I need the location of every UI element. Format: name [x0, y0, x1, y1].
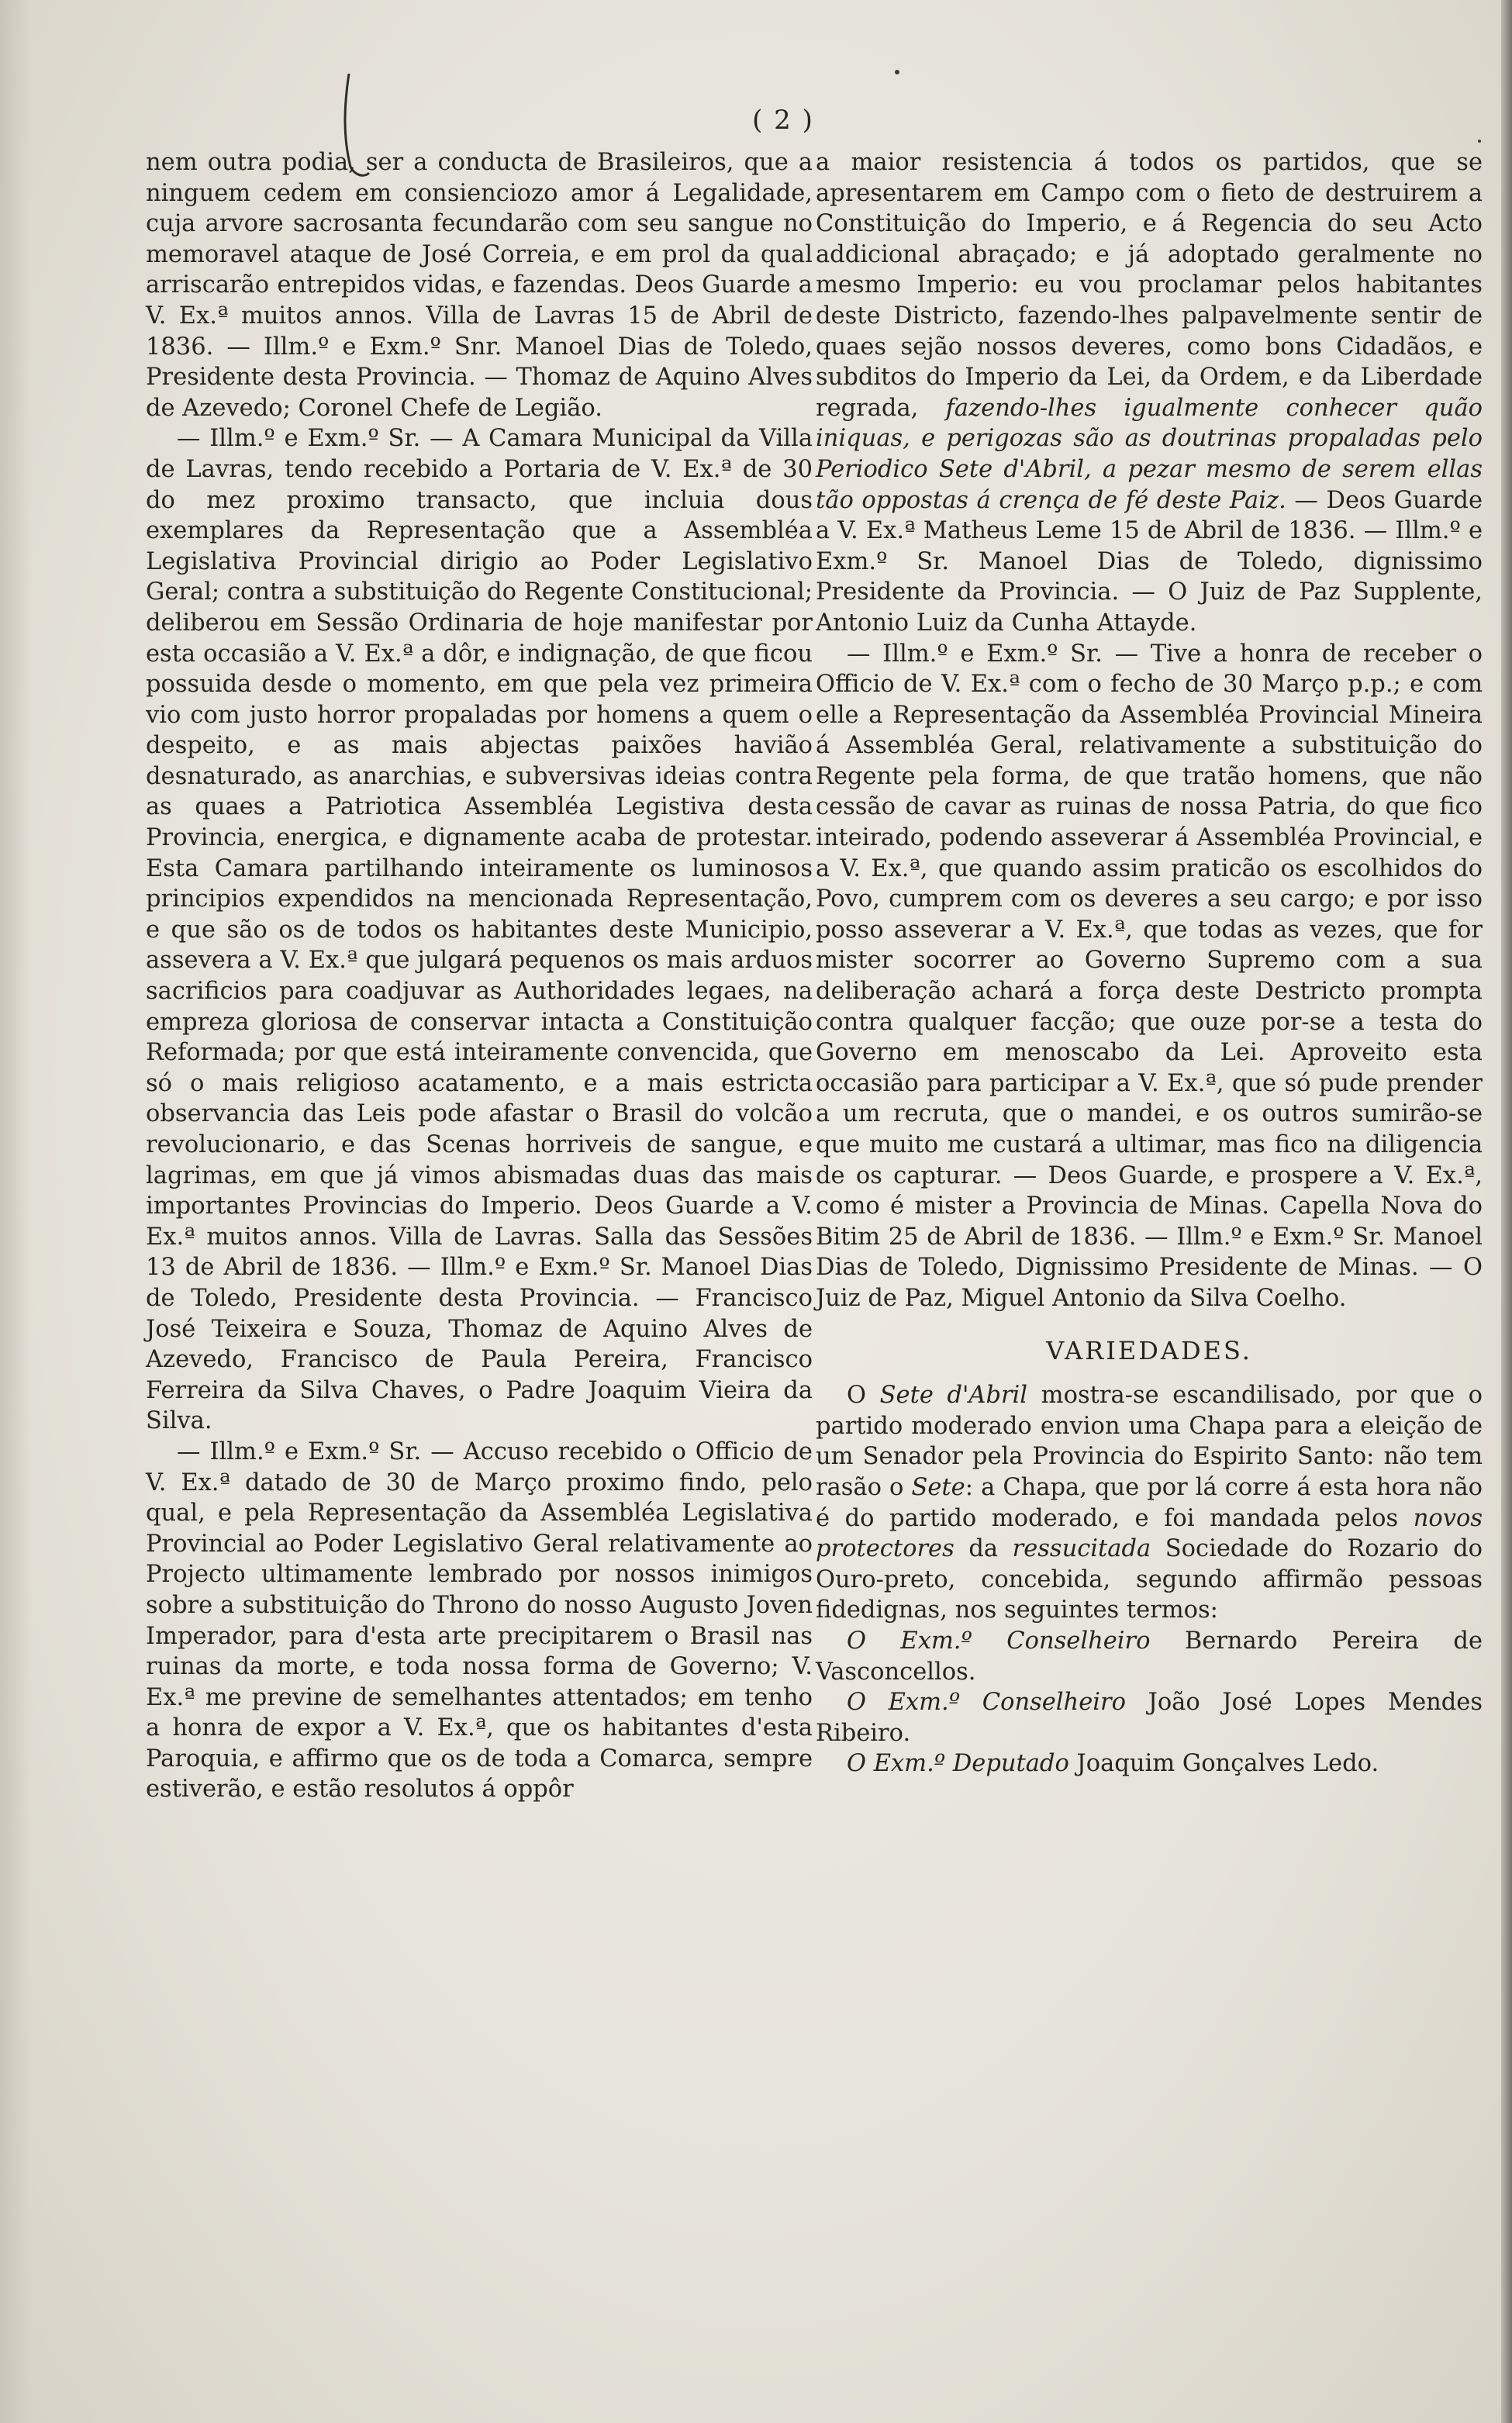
paragraph — [816, 1380, 1483, 1626]
paragraph — [816, 147, 1483, 639]
page-fold-shadow — [0, 0, 31, 2423]
paragraph-text: — Deos Guarde a V. Ex.ª Matheus Leme 15 de Abril de 1836. — Illm.º e Exm.º Sr. Manoel Dias de Toledo, dignissimo Presidente da Provincia. — O Juiz de Paz Supplente, Antonio Luiz da Cunha Attayde. — [816, 486, 1483, 637]
section-heading: VARIEDADES. — [1046, 1335, 1252, 1365]
text-fragment: Joaquim Gonçalves Ledo. — [1068, 1750, 1379, 1778]
paragraph: nem outra podia, ser a conducta de Brasileiros, que a ninguem cedem em consienciozo amor á Legalidade, cuja arvore sacrosanta fecundarão com seu sangue no memoravel ataque de José Correia, e em prol da qual arriscarão entrepidos vidas, e fazendas. Deos Guarde a V. Ex.ª muitos annos. Villa de Lavras 15 de Abril de 1836. — Illm.º e Exm.º Snr. Manoel Dias de Toledo, Presidente desta Provincia. — Thomaz de Aquino Alves de Azevedo; Coronel Chefe de Legião. — [146, 149, 813, 422]
ink-dot — [895, 70, 899, 74]
text-fragment: mostra-se escandilisado, por que o partido moderado envion uma Chapa para a eleição de um Senador pela Provincia do Espirito Santo: não tem rasão o — [816, 1382, 1483, 1501]
italic-fragment: O Exm.º Conselheiro — [847, 1689, 1126, 1717]
italic-fragment: O Exm.º Conselheiro — [847, 1627, 1151, 1655]
list-item — [816, 1626, 1483, 1687]
paragraph: — Illm.º e Exm.º Sr. — Accuso recebido o Officio de V. Ex.ª datado de 30 de Março proximo findo, pelo qual, e pela Representação da Assembléa Legislativa Provincial ao Poder Legislativo Geral relativamente ao Projecto ultimamente lembrado por nossos inimigos sobre a substituição do Throno do nosso Augusto Joven Imperador, para d'esta arte precipitarem o Brasil nas ruinas da morte, e toda nossa forma de Governo; V. Ex.ª me previne de semelhantes attentados; em tenho a honra de expor a V. Ex.ª, que os habitantes d'esta Paroquia, e affirmo que os de toda a Comarca, sempre estiverão, e estão resolutos á oppôr — [146, 1438, 813, 1803]
list-item — [816, 1748, 1483, 1779]
text-fragment: João José Lopes Mendes Ribeiro. — [816, 1689, 1483, 1747]
right-column — [816, 147, 1483, 1779]
ink-dot — [1478, 140, 1481, 143]
italic-fragment: ressucitada — [1012, 1535, 1151, 1563]
page-edge-shadow — [1501, 0, 1512, 2423]
italic-fragment: O Exm.º Deputado — [847, 1750, 1069, 1778]
italic-passage: fazendo-lhes igualmente conhecer quão iniquas, e perigozas são as doutrinas propaladas pelo Periodico Sete d'Abril, a pezar mesmo de serem ellas tão oppostas á crença de fé deste Paiz. — [816, 394, 1483, 514]
text-fragment: Sociedade do Rozario do Ouro-preto, concebida, segundo affirmão pessoas fidedignas, nos seguintes termos: — [816, 1535, 1483, 1624]
left-column — [146, 147, 813, 1805]
list-item — [816, 1687, 1483, 1748]
paragraph: — Illm.º e Exm.º Sr. — A Camara Municipal da Villa de Lavras, tendo recebido a Portaria de V. Ex.ª de 30 do mez proximo transacto, que incluia dous exemplares da Representação que a Assembléa Legislativa Provincial dirigio ao Poder Legislativo Geral; contra a substituição do Regente Constitucional; deliberou em Sessão Ordinaria de hoje manifestar por esta occasião a V. Ex.ª a dôr, e indignação, de que ficou possuida desde o momento, em que pela vez primeira vio com justo horror propaladas por homens a quem o despeito, e as mais abjectas paixões havião desnaturado, as anarchias, e subversivas ideias contra as quaes a Patriotica Assembléa Legistiva desta Provincia, energica, e dignamente acaba de protestar. Esta Camara partilhando inteiramente os luminosos principios expendidos na mencionada Representação, e que são os de todos os habitantes deste Municipio, assevera a V. Ex.ª que julgará pequenos os mais arduos sacrificios para coadjuvar as Authoridades legaes, na empreza gloriosa de conservar intacta a Constituição Reformada; por que está inteiramente convencida, que só o mais religioso acatamento, e a mais estricta observancia das Leis pode afastar o Brasil do volcão revolucionario, e das Scenas horriveis de sangue, e lagrimas, em que já vimos abismadas duas das mais importantes Provincias do Imperio. Deos Guarde a V. Ex.ª muitos annos. Villa de Lavras. Salla das Sessões 13 de Abril de 1836. — Illm.º e Exm.º Sr. Manoel Dias de Toledo, Presidente desta Provincia. — Francisco José Teixeira e Souza, Thomaz de Aquino Alves de Azevedo, Francisco de Paula Pereira, Francisco Ferreira da Silva Chaves, o Padre Joaquim Vieira da Silva. — [146, 425, 813, 1435]
paragraph: — Illm.º e Exm.º Sr. — Tive a honra de receber o Officio de V. Ex.ª com o fecho de 30 Março p.p.; e com elle a Representação da Assembléa Provincial Mineira á Assembléa Geral, relativamente a substituição do Regente pela forma, de que tratão homens, que não cessão de cavar as ruinas de nossa Patria, do que fico inteirado, podendo asseverar á Assembléa Provincial, e a V. Ex.ª, que quando assim praticão os escolhidos do Povo, cumprem com os deveres a seu cargo; e por isso posso asseverar a V. Ex.ª, que todas as vezes, que for mister socorrer ao Governo Supremo com a sua deliberação achará a força deste Destricto prompta contra qualquer facção; que ouze por-se a testa do Governo em menoscabo da Lei. Aproveito esta occasião para participar a V. Ex.ª, que só pude prender a um recruta, que o mandei, e os outros sumirão-se que muito me custará a ultimar, mas fico na diligencia de os capturar. — Deos Guarde, e prospere a V. Ex.ª, como é mister a Provincia de Minas. Capella Nova do Bitim 25 de Abril de 1836. — Illm.º e Exm.º Sr. Manoel Dias de Toledo, Dignissimo Presidente de Minas. — O Juiz de Paz, Miguel Antonio da Silva Coelho. — [816, 640, 1483, 1312]
italic-fragment: novos protectores — [816, 1504, 1483, 1563]
italic-fragment: Sete d'Abril — [879, 1382, 1028, 1410]
italic-fragment: Sete — [911, 1473, 965, 1501]
text-fragment: da — [954, 1535, 1013, 1563]
paragraph-text: a maior resistencia á todos os partidos, que se apresentarem em Campo com o fieto de destruirem a Constituição do Imperio, e á Regencia do seu Acto addicional abraçado; e já adoptado geralmente no mesmo Imperio: eu vou proclamar pelos habitantes deste Districto, fazendo-lhes palpavelmente sentir de quaes sejão nossos deveres, como bons Cidadãos, e subditos do Imperio da Lei, da Ordem, e da Liberdade regrada, — [816, 149, 1483, 422]
text-fragment: Bernardo Pereira de Vasconcellos. — [816, 1627, 1483, 1686]
text-fragment: O — [847, 1382, 880, 1410]
text-fragment: : a Chapa, que por lá corre á esta hora não é do partido moderado, e foi mandada pelos — [816, 1473, 1483, 1532]
page-number: ( 2 ) — [752, 105, 814, 136]
